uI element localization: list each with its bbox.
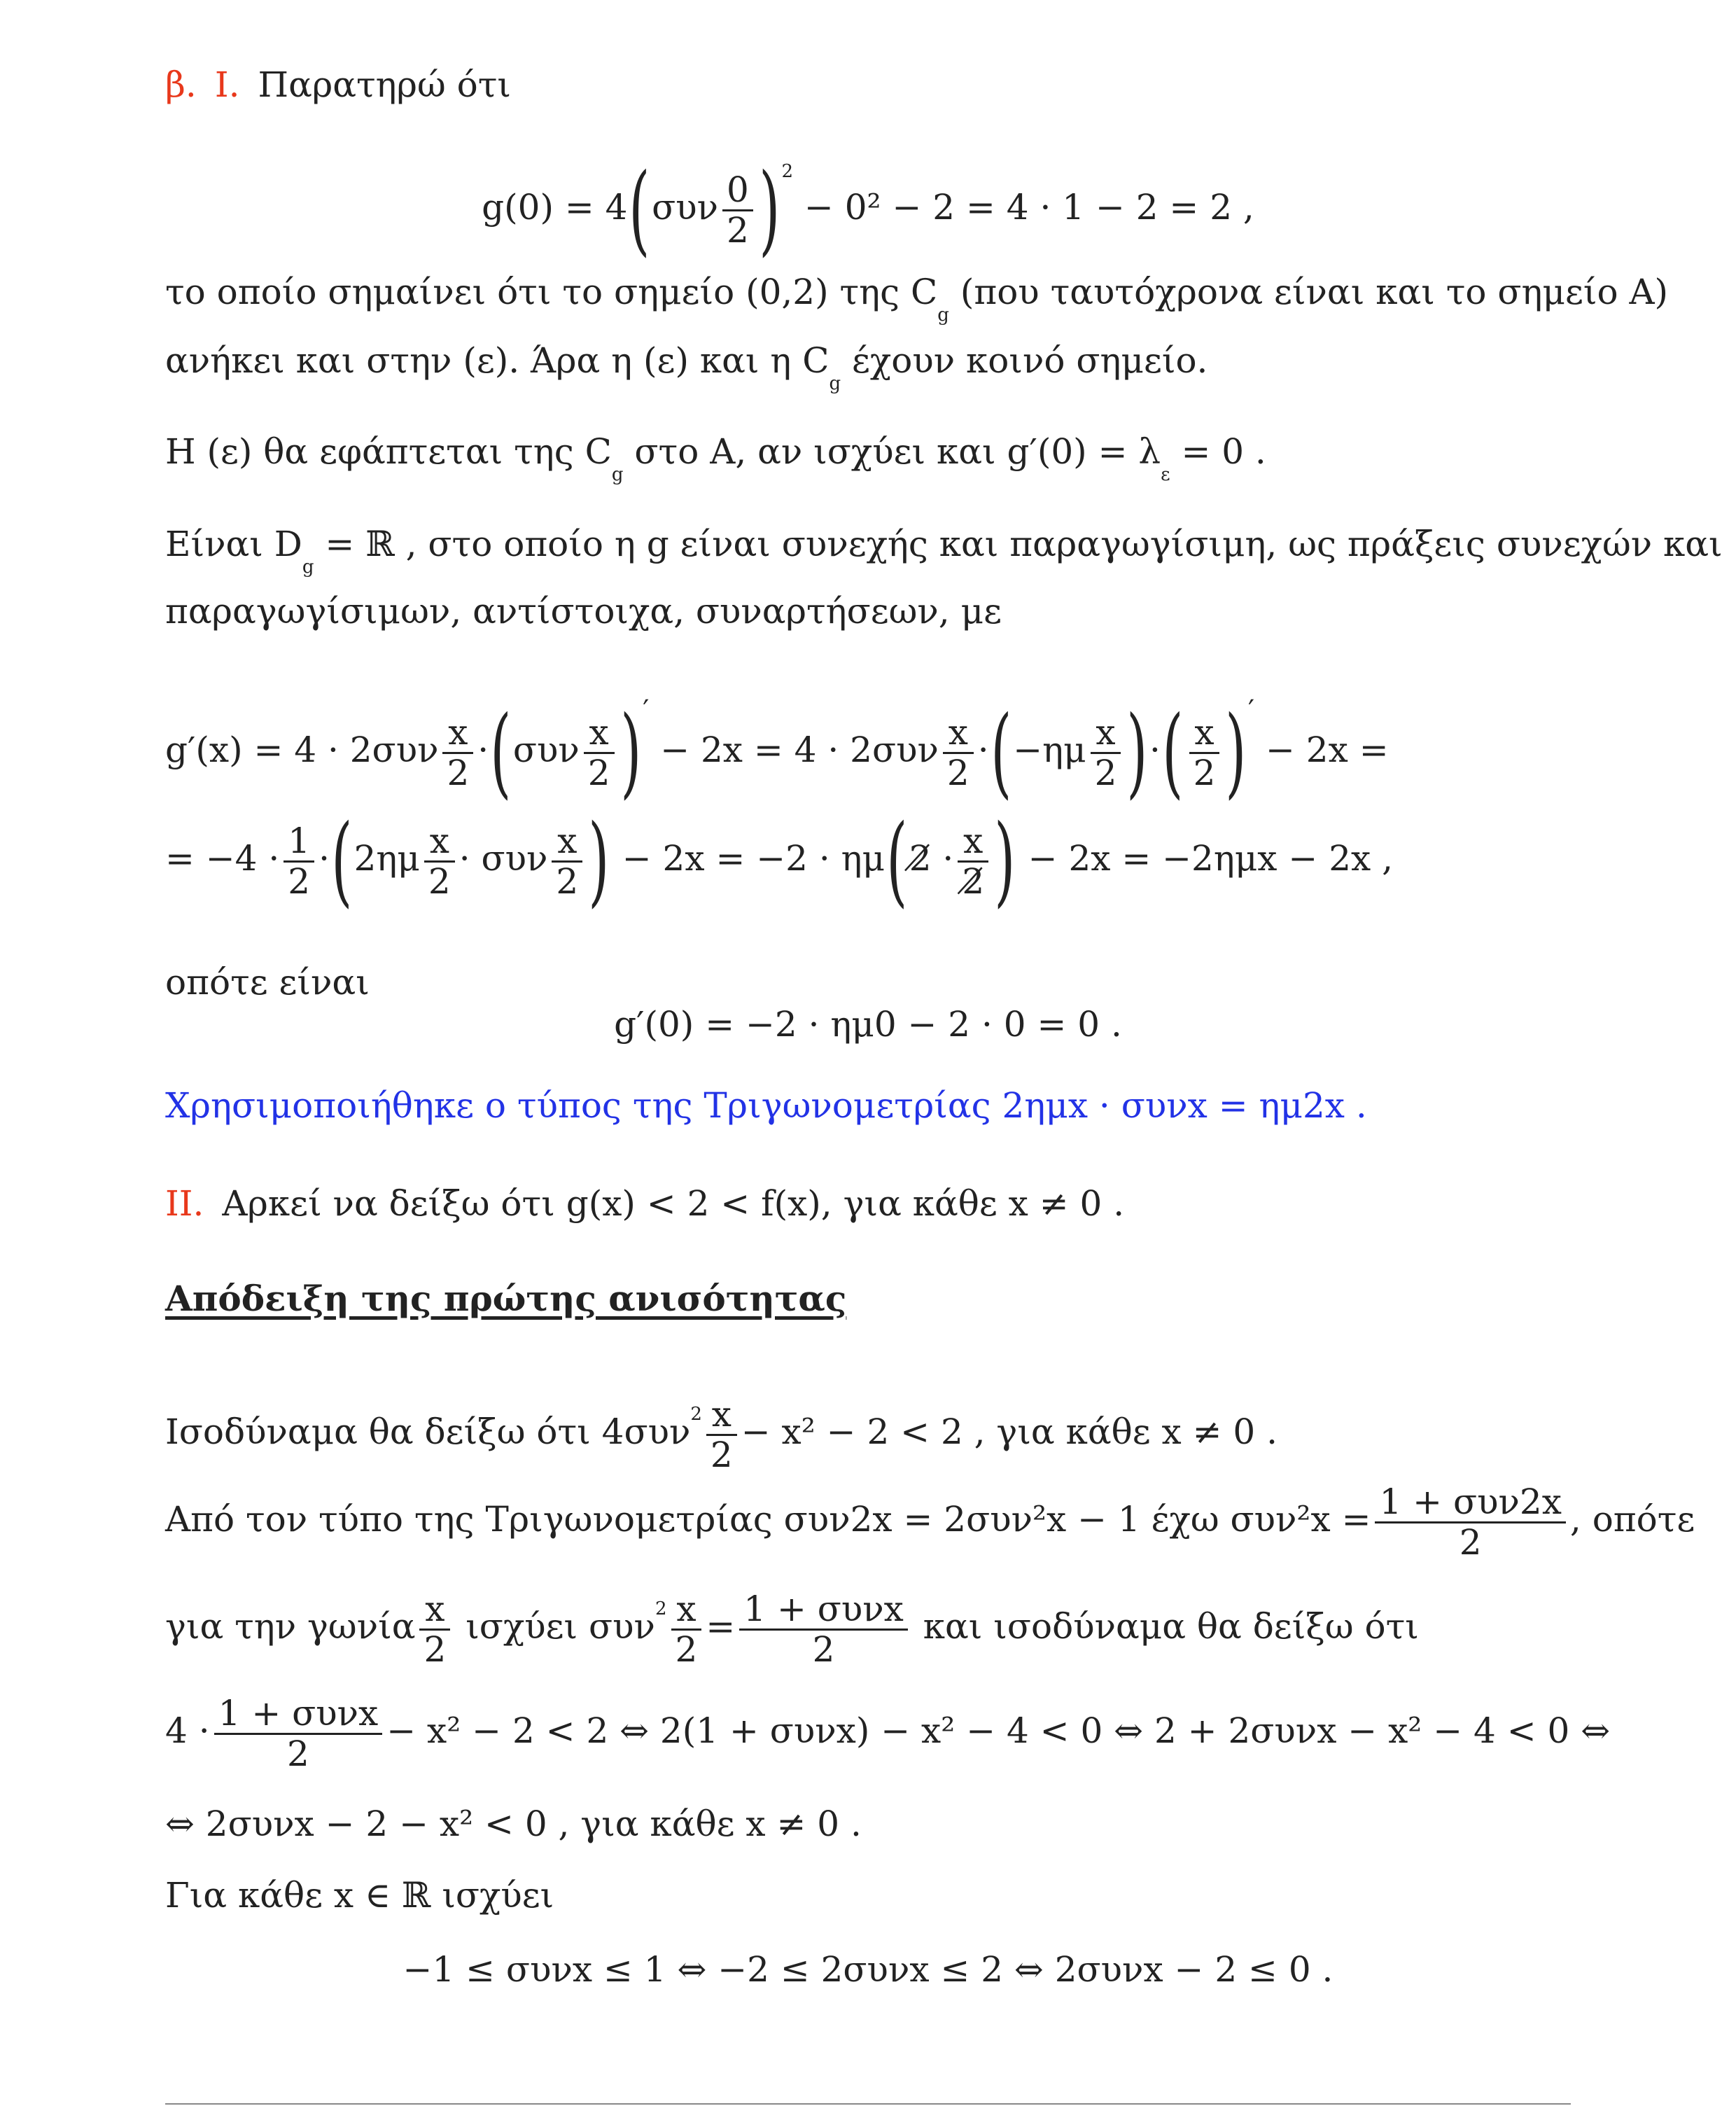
deriv2-dot-syn: · συν <box>458 838 548 879</box>
right-paren: ) <box>588 804 610 918</box>
eq4-text-a: 4 · <box>165 1710 210 1751</box>
numerator: x <box>671 1590 702 1631</box>
deriv1-lhs: g′(x) = 4 · 2συν <box>165 730 439 770</box>
fraction <box>671 1590 702 1669</box>
eq1-text-a: Ισοδύναμα θα δείξω ότι 4συν <box>165 1411 691 1452</box>
proof-heading-text: Απόδειξη της πρώτης ανισότητας <box>165 1278 847 1319</box>
trig-identity-note <box>165 1081 1571 1130</box>
para2-text-b: έχουν κοινό σημείο. <box>841 340 1208 381</box>
part-b-heading <box>165 60 1571 109</box>
deriv2-lhs: = −4 · <box>165 838 280 879</box>
part-ii-text: Αρκεί να δείξω ότι g(x) < 2 < f(x), για κάθε x ≠ 0 . <box>222 1183 1125 1224</box>
para1-text-a: το οποίο σημαίνει ότι το σημείο (0,2) της C <box>165 272 938 312</box>
eq-g0-lhs: g(0) = 4 <box>482 187 628 228</box>
left-paren: ( <box>490 695 512 809</box>
equivalence-result <box>165 1799 1571 1848</box>
numerator: x <box>424 822 455 863</box>
left-paren: ( <box>1162 695 1184 809</box>
fraction <box>419 1590 450 1669</box>
eq-g0-trig: συν <box>652 187 719 228</box>
right-paren: ) <box>1225 695 1247 809</box>
paragraph-2 <box>165 336 1571 408</box>
fraction <box>1091 713 1121 793</box>
half-angle-line <box>165 1567 1571 1669</box>
para1-subscript: g <box>937 305 949 326</box>
for-all-statement <box>165 1871 1571 1920</box>
cancelled-two: 2̸ <box>909 838 932 879</box>
equation-gprime0 <box>165 1000 1571 1049</box>
fraction <box>943 713 974 793</box>
eq3-text-b: ισχύει συν <box>465 1606 655 1647</box>
para3-text-c: = 0 . <box>1170 431 1266 472</box>
numerator: 1 + συνx <box>214 1694 383 1735</box>
right-paren: ) <box>620 695 641 809</box>
denominator: 2 <box>424 1629 447 1670</box>
denominator: 2 <box>1094 752 1117 793</box>
numerator: x <box>1189 713 1220 754</box>
right-paren: ) <box>994 804 1016 918</box>
numerator: 0 <box>722 171 753 211</box>
trig-formula-line <box>165 1477 1695 1563</box>
denominator: 2 <box>710 1434 733 1475</box>
numerator: x <box>943 713 974 754</box>
fraction <box>284 822 314 901</box>
intro-text: Παρατηρώ ότι <box>258 64 512 105</box>
eq-g0-rhs: − 0² − 2 = 4 · 1 − 2 = 2 , <box>804 187 1254 228</box>
fraction <box>584 713 615 793</box>
fraction <box>424 822 455 901</box>
numerator: x <box>552 822 582 863</box>
deriv2-mid: − 2x = −2 · ημ <box>622 838 886 879</box>
left-paren: ( <box>629 153 650 267</box>
numerator: x <box>958 822 988 863</box>
fraction <box>552 822 582 901</box>
exponent: 2 <box>781 161 794 182</box>
left-paren: ( <box>886 804 908 918</box>
numerator: x <box>706 1395 737 1436</box>
eq6-text: Για κάθε x ∈ ℝ ισχύει <box>165 1875 554 1916</box>
denominator: 2 <box>812 1629 835 1670</box>
para3-text-a: Η (ε) θα εφάπτεται της C <box>165 431 612 472</box>
paragraph-4 <box>165 519 1723 592</box>
page-bottom-rule <box>165 2103 1571 2105</box>
numerator: x <box>1091 713 1121 754</box>
eq3-text-c: και ισοδύναμα θα δείξω ότι <box>923 1606 1419 1647</box>
fraction <box>706 1395 737 1474</box>
right-paren: ) <box>1126 695 1148 809</box>
denominator: 2 <box>556 860 579 902</box>
equivalent-inequality <box>165 1372 1571 1474</box>
denominator-cancelled: 2̸ <box>962 860 985 902</box>
eq5-text: ⇔ 2συνx − 2 − x² < 0 , για κάθε x ≠ 0 . <box>165 1804 862 1844</box>
denominator: 2 <box>727 209 749 251</box>
prime-mark: ′ <box>1248 695 1255 727</box>
para2-subscript: g <box>829 373 841 394</box>
fraction <box>722 171 753 250</box>
deriv2-end: − 2x = −2ημx − 2x , <box>1028 838 1393 879</box>
fraction <box>958 822 988 901</box>
eq1-text-b: − x² − 2 < 2 , για κάθε x ≠ 0 . <box>741 1411 1278 1452</box>
numerator: x <box>419 1590 450 1631</box>
denominator: 2 <box>1193 752 1216 793</box>
fraction <box>1189 713 1220 793</box>
numerator: 1 <box>284 822 314 863</box>
numerator: 1 + συνx <box>739 1590 908 1631</box>
proof-heading <box>165 1274 1571 1323</box>
left-paren: ( <box>331 804 353 918</box>
deriv1-syn: συν <box>512 730 580 770</box>
denominator: 2 <box>428 860 451 902</box>
deriv1-mid: − 2x = 4 · 2συν <box>660 730 939 770</box>
eq-gprime0-text: g′(0) = −2 · ημ0 − 2 · 0 = 0 . <box>614 1004 1122 1045</box>
eq2-text-b: , οπότε <box>1569 1499 1695 1540</box>
derivative-line-2: = −4 · $\frac{1}{2}$ ·(2ημ $\frac{x}{2}$ · συν $\frac{x}{2}$ ) − 2x = −2 · ημ(2̸ · $\frac{x}{2̸}$ ) − 2x = −2ημx − 2x , <box>165 804 1393 918</box>
denominator: 2 <box>287 1733 309 1774</box>
para4-subscript: g <box>302 557 314 578</box>
right-paren: ) <box>759 153 780 267</box>
left-paren: ( <box>990 695 1011 809</box>
para2-text-a: ανήκει και στην (ε). Άρα η (ε) και η C <box>165 340 830 381</box>
part-label: β. <box>165 64 197 105</box>
prime-mark: ′ <box>643 695 650 727</box>
deriv1-neg-hm: −ημ <box>1013 730 1086 770</box>
para4-text-b: = ℝ , στο οποίο η g είναι συνεχής και παραγωγίσιμη, ως πράξεις συνεχών και <box>314 524 1723 564</box>
para3-subscript: g <box>611 464 624 485</box>
eq7-text: −1 ≤ συνx ≤ 1 ⇔ −2 ≤ 2συνx ≤ 2 ⇔ 2συνx − 2 ≤ 0 . <box>402 1949 1334 1990</box>
eq3-exponent: 2 <box>654 1598 667 1619</box>
cosine-bound-chain <box>165 1945 1571 1994</box>
para5-text: παραγωγίσιμων, αντίστοιχα, συναρτήσεων, με <box>165 591 1002 632</box>
fraction <box>739 1590 908 1669</box>
eq1-exponent: 2 <box>690 1404 702 1425</box>
deriv2-hm2: 2ημ <box>354 838 420 879</box>
fraction <box>1375 1483 1565 1562</box>
denominator: 2 <box>447 752 470 793</box>
fraction <box>442 713 473 793</box>
opote-label: οπότε είναι <box>165 962 370 1003</box>
denominator: 2 <box>946 752 969 793</box>
denominator: 2 <box>675 1629 698 1670</box>
denominator: 2 <box>288 860 311 902</box>
eq3-text-a: για την γωνία <box>165 1606 416 1647</box>
para4-text-a: Είναι D <box>165 524 302 564</box>
part-ii-label: ΙΙ. <box>165 1183 204 1224</box>
numerator: x <box>584 713 615 754</box>
eq4-text-b: − x² − 2 < 2 ⇔ 2(1 + συνx) − x² − 4 < 0 ⇔ 2 + 2συνx − x² − 4 < 0 ⇔ <box>386 1710 1611 1751</box>
deriv1-end: − 2x = <box>1266 730 1389 770</box>
para1-text-b: (που ταυτόχρονα είναι και το σημείο Α) <box>948 272 1669 312</box>
paragraph-5 <box>165 587 1571 636</box>
note-text: Χρησιμοποιήθηκε ο τύπος της Τριγωνομετρίας 2ημx · συνx = ημ2x . <box>165 1085 1367 1126</box>
equation-g0 <box>165 126 1571 267</box>
equivalence-chain <box>165 1689 1611 1774</box>
fraction <box>214 1694 383 1773</box>
eq2-text-a: Από τον τύπο της Τριγωνομετρίας συν2x = 2συν²x − 1 έχω συν²x = <box>165 1499 1371 1540</box>
numerator: x <box>442 713 473 754</box>
paragraph-1 <box>165 267 1669 340</box>
numerator: 1 + συν2x <box>1375 1483 1565 1523</box>
para3-subscript-2: ε <box>1161 464 1170 485</box>
derivative-line-1: g′(x) = 4 · 2συν $\frac{x}{2}$ ·(συν $\frac{x}{2}$ )′ − 2x = 4 · 2συν $\frac{x}{2}$ ·(−ημ $\frac{x}{2}$ )·( $\frac{x}{2}$ )′ − 2x = <box>165 695 1389 809</box>
part-ii <box>165 1179 1571 1228</box>
subpart-label: Ι. <box>214 64 240 105</box>
denominator: 2 <box>1459 1521 1482 1563</box>
para3-text-b: στο Α, αν ισχύει και g′(0) = λ <box>623 431 1161 472</box>
eq3-equals: = <box>706 1606 736 1647</box>
denominator: 2 <box>587 752 610 793</box>
paragraph-3 <box>165 427 1571 499</box>
